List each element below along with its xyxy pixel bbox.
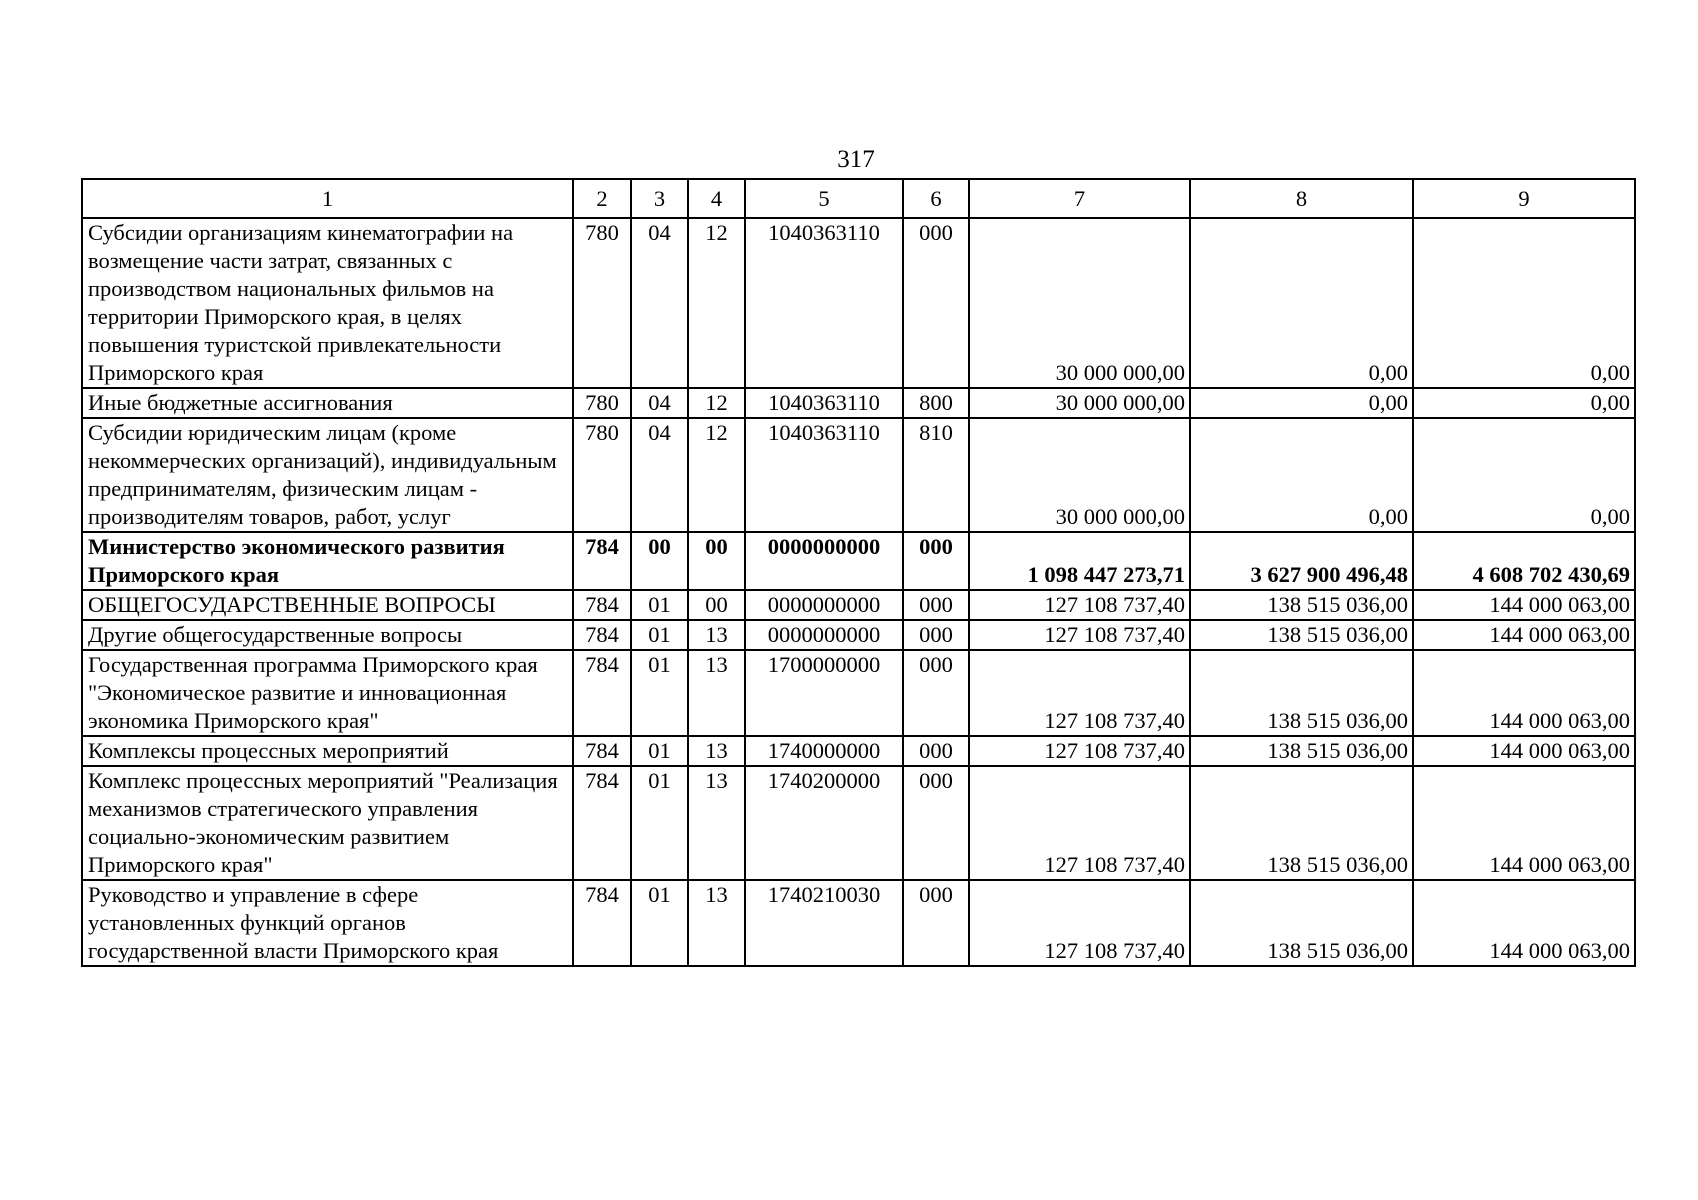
column-header: 9 bbox=[1413, 179, 1635, 218]
cell-amount-col8: 0,00 bbox=[1190, 388, 1413, 418]
cell-amount-col7: 127 108 737,40 bbox=[969, 766, 1190, 880]
cell-subsection: 12 bbox=[688, 218, 745, 388]
cell-expense-type: 800 bbox=[903, 388, 969, 418]
row-description: ОБЩЕГОСУДАРСТВЕННЫЕ ВОПРОСЫ bbox=[82, 590, 573, 620]
cell-admin-code: 784 bbox=[573, 736, 631, 766]
table-row bbox=[82, 418, 1635, 532]
column-header: 2 bbox=[573, 179, 631, 218]
cell-subsection: 13 bbox=[688, 736, 745, 766]
table-row bbox=[82, 736, 1635, 766]
cell-subsection: 12 bbox=[688, 388, 745, 418]
cell-admin-code: 784 bbox=[573, 590, 631, 620]
table-row-total bbox=[82, 532, 1635, 590]
cell-amount-col9: 144 000 063,00 bbox=[1413, 880, 1635, 966]
table-row bbox=[82, 880, 1635, 966]
cell-amount-col7: 30 000 000,00 bbox=[969, 218, 1190, 388]
column-header: 5 bbox=[745, 179, 903, 218]
cell-subsection: 13 bbox=[688, 650, 745, 736]
cell-target-item: 1740200000 bbox=[745, 766, 903, 880]
cell-section: 04 bbox=[631, 418, 688, 532]
column-header: 7 bbox=[969, 179, 1190, 218]
cell-target-item: 0000000000 bbox=[745, 532, 903, 590]
row-description: Иные бюджетные ассигнования bbox=[82, 388, 573, 418]
cell-subsection: 13 bbox=[688, 620, 745, 650]
cell-amount-col7: 127 108 737,40 bbox=[969, 650, 1190, 736]
cell-amount-col8: 3 627 900 496,48 bbox=[1190, 532, 1413, 590]
row-description: Государственная программа Приморского края "Экономическое развитие и инновационная экономика Приморского края" bbox=[82, 650, 573, 736]
cell-amount-col7: 30 000 000,00 bbox=[969, 418, 1190, 532]
cell-section: 04 bbox=[631, 388, 688, 418]
cell-target-item: 1700000000 bbox=[745, 650, 903, 736]
cell-target-item: 1740210030 bbox=[745, 880, 903, 966]
cell-subsection: 00 bbox=[688, 590, 745, 620]
cell-admin-code: 784 bbox=[573, 766, 631, 880]
cell-amount-col9: 144 000 063,00 bbox=[1413, 650, 1635, 736]
row-description: Субсидии юридическим лицам (кроме некоммерческих организаций), индивидуальным предпринимателям, физическим лицам - производителям товаров, работ, услуг bbox=[82, 418, 573, 532]
cell-target-item: 1040363110 bbox=[745, 218, 903, 388]
cell-amount-col9: 144 000 063,00 bbox=[1413, 766, 1635, 880]
cell-amount-col8: 138 515 036,00 bbox=[1190, 766, 1413, 880]
cell-section: 01 bbox=[631, 620, 688, 650]
cell-expense-type: 000 bbox=[903, 650, 969, 736]
cell-target-item: 1740000000 bbox=[745, 736, 903, 766]
cell-amount-col8: 0,00 bbox=[1190, 218, 1413, 388]
cell-amount-col7: 127 108 737,40 bbox=[969, 736, 1190, 766]
cell-target-item: 0000000000 bbox=[745, 620, 903, 650]
cell-amount-col9: 0,00 bbox=[1413, 388, 1635, 418]
table-header-row bbox=[82, 179, 1635, 218]
row-description: Руководство и управление в сфере установленных функций органов государственной власти Приморского края bbox=[82, 880, 573, 966]
cell-amount-col8: 138 515 036,00 bbox=[1190, 650, 1413, 736]
cell-admin-code: 784 bbox=[573, 620, 631, 650]
cell-subsection: 00 bbox=[688, 532, 745, 590]
cell-expense-type: 000 bbox=[903, 620, 969, 650]
cell-expense-type: 000 bbox=[903, 590, 969, 620]
cell-admin-code: 780 bbox=[573, 418, 631, 532]
cell-amount-col8: 138 515 036,00 bbox=[1190, 620, 1413, 650]
cell-admin-code: 780 bbox=[573, 388, 631, 418]
table-row bbox=[82, 620, 1635, 650]
cell-subsection: 12 bbox=[688, 418, 745, 532]
row-description: Комплексы процессных мероприятий bbox=[82, 736, 573, 766]
cell-admin-code: 780 bbox=[573, 218, 631, 388]
cell-amount-col9: 144 000 063,00 bbox=[1413, 590, 1635, 620]
cell-subsection: 13 bbox=[688, 766, 745, 880]
cell-section: 01 bbox=[631, 766, 688, 880]
cell-expense-type: 000 bbox=[903, 766, 969, 880]
cell-target-item: 1040363110 bbox=[745, 418, 903, 532]
cell-amount-col7: 127 108 737,40 bbox=[969, 590, 1190, 620]
cell-target-item: 0000000000 bbox=[745, 590, 903, 620]
page-number: 317 bbox=[837, 146, 875, 173]
cell-expense-type: 810 bbox=[903, 418, 969, 532]
row-description: Другие общегосударственные вопросы bbox=[82, 620, 573, 650]
cell-section: 01 bbox=[631, 736, 688, 766]
column-header: 1 bbox=[82, 179, 573, 218]
cell-section: 04 bbox=[631, 218, 688, 388]
cell-expense-type: 000 bbox=[903, 880, 969, 966]
row-description: Комплекс процессных мероприятий "Реализация механизмов стратегического управления социально-экономическим развитием Приморского края" bbox=[82, 766, 573, 880]
cell-amount-col8: 138 515 036,00 bbox=[1190, 590, 1413, 620]
cell-amount-col9: 0,00 bbox=[1413, 418, 1635, 532]
cell-amount-col7: 30 000 000,00 bbox=[969, 388, 1190, 418]
cell-amount-col7: 127 108 737,40 bbox=[969, 880, 1190, 966]
cell-amount-col8: 138 515 036,00 bbox=[1190, 736, 1413, 766]
cell-amount-col9: 144 000 063,00 bbox=[1413, 736, 1635, 766]
cell-section: 01 bbox=[631, 590, 688, 620]
cell-amount-col7: 127 108 737,40 bbox=[969, 620, 1190, 650]
cell-section: 01 bbox=[631, 650, 688, 736]
cell-admin-code: 784 bbox=[573, 880, 631, 966]
table-row bbox=[82, 650, 1635, 736]
cell-amount-col8: 138 515 036,00 bbox=[1190, 880, 1413, 966]
cell-expense-type: 000 bbox=[903, 736, 969, 766]
table-row bbox=[82, 766, 1635, 880]
budget-table bbox=[81, 178, 1636, 967]
table-row bbox=[82, 388, 1635, 418]
cell-amount-col9: 144 000 063,00 bbox=[1413, 620, 1635, 650]
row-description: Министерство экономического развития Приморского края bbox=[82, 532, 573, 590]
table-row bbox=[82, 590, 1635, 620]
cell-amount-col8: 0,00 bbox=[1190, 418, 1413, 532]
table-row bbox=[82, 218, 1635, 388]
cell-section: 00 bbox=[631, 532, 688, 590]
cell-subsection: 13 bbox=[688, 880, 745, 966]
row-description: Субсидии организациям кинематографии на возмещение части затрат, связанных с производством национальных фильмов на территории Приморского края, в целях повышения туристской привлекательности Приморского края bbox=[82, 218, 573, 388]
cell-amount-col9: 0,00 bbox=[1413, 218, 1635, 388]
cell-target-item: 1040363110 bbox=[745, 388, 903, 418]
cell-expense-type: 000 bbox=[903, 218, 969, 388]
column-header: 8 bbox=[1190, 179, 1413, 218]
column-header: 4 bbox=[688, 179, 745, 218]
cell-expense-type: 000 bbox=[903, 532, 969, 590]
cell-amount-col9: 4 608 702 430,69 bbox=[1413, 532, 1635, 590]
cell-admin-code: 784 bbox=[573, 650, 631, 736]
cell-amount-col7: 1 098 447 273,71 bbox=[969, 532, 1190, 590]
cell-section: 01 bbox=[631, 880, 688, 966]
column-header: 6 bbox=[903, 179, 969, 218]
column-header: 3 bbox=[631, 179, 688, 218]
cell-admin-code: 784 bbox=[573, 532, 631, 590]
